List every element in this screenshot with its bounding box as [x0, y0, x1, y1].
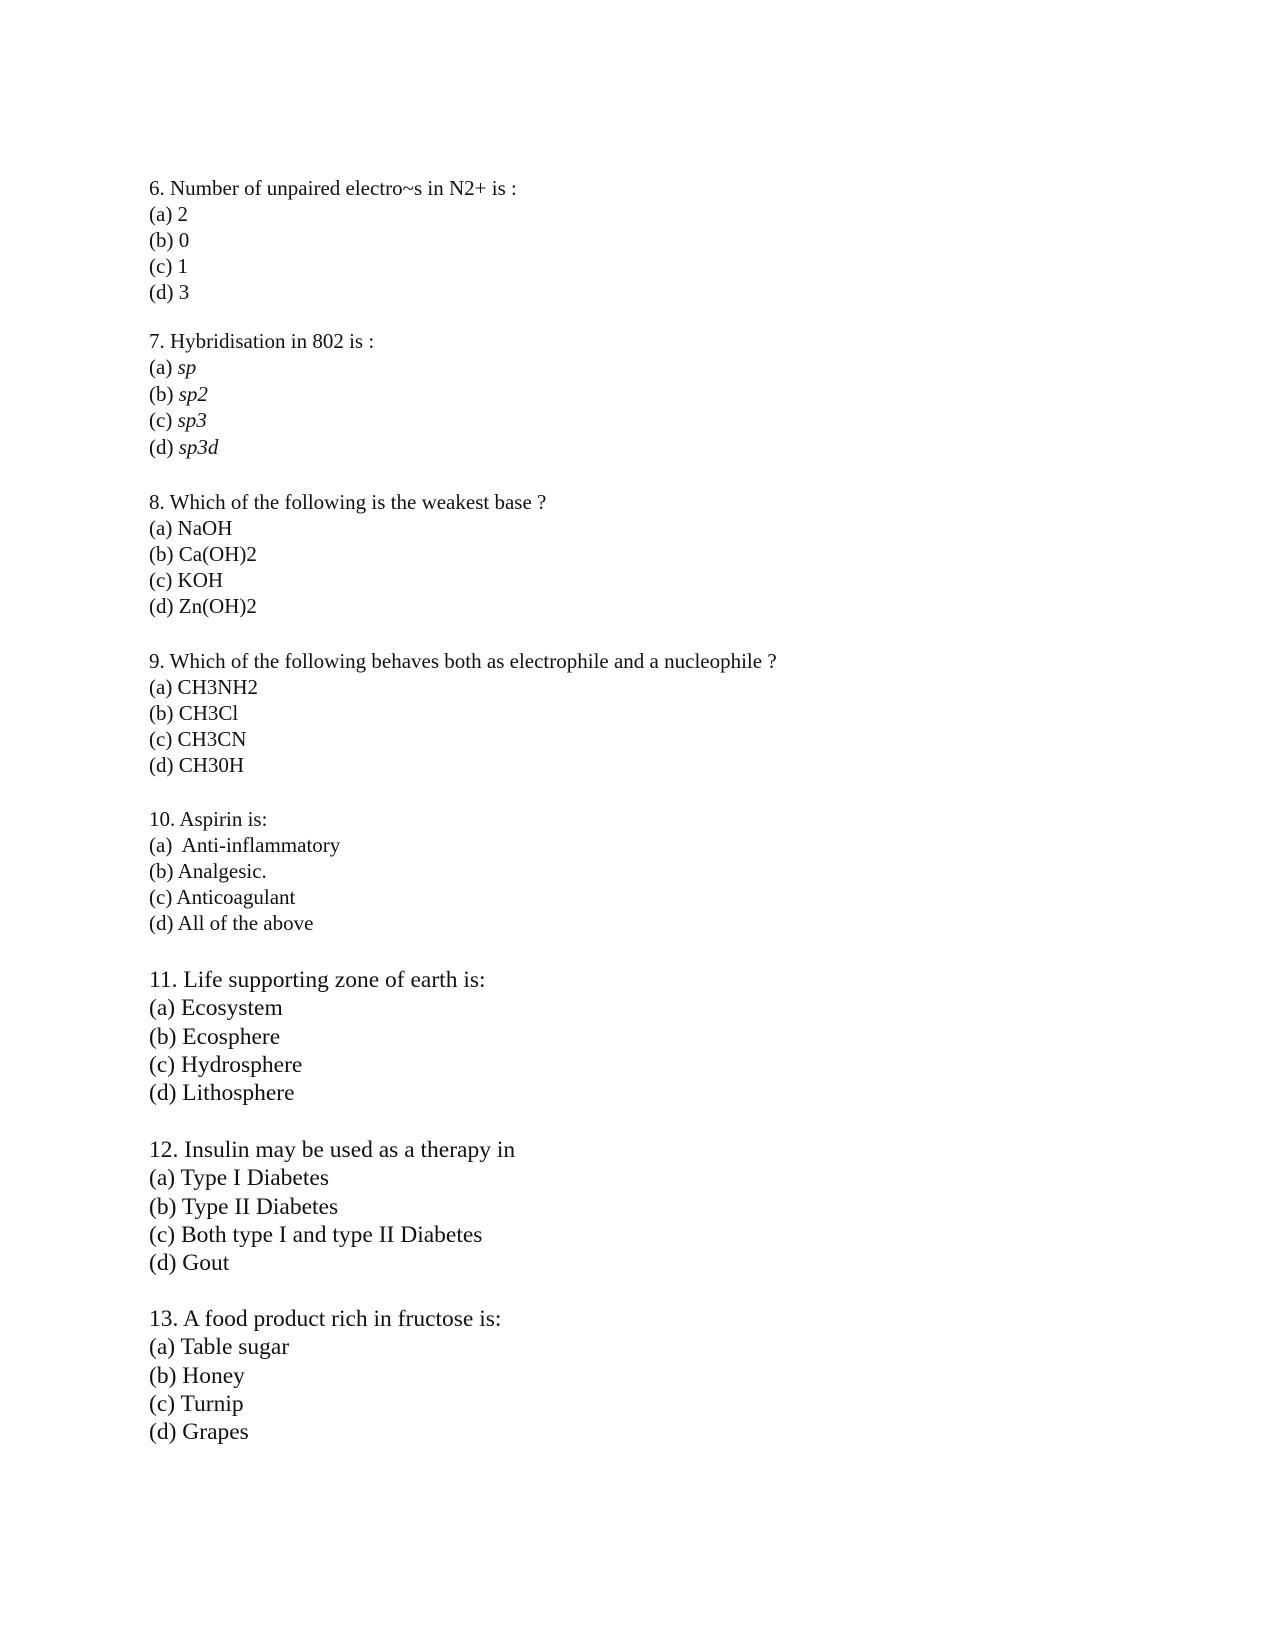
option-c: (c) KOH	[149, 568, 224, 592]
question-text: 11. Life supporting zone of earth is:	[149, 967, 486, 993]
option-c: (c) Hydrosphere	[149, 1051, 303, 1078]
option-b: (b) Honey	[149, 1362, 245, 1389]
question-6	[149, 175, 517, 305]
option-a: (a) Table sugar	[149, 1334, 290, 1361]
question-7	[149, 328, 374, 460]
option-b	[149, 381, 374, 408]
option-label: (d)	[149, 434, 179, 459]
option-c: (c) Both type I and type II Diabetes	[149, 1221, 483, 1248]
option-d: (d) Zn(OH)2	[149, 594, 257, 618]
option-c: (c) CH3CN	[149, 727, 247, 751]
option-d: (d) CH30H	[149, 753, 245, 777]
question-text: 10. Aspirin is:	[149, 807, 268, 831]
question-text: 8. Which of the following is the weakest base ?	[149, 490, 547, 514]
option-label: (c)	[149, 408, 178, 432]
option-a: (a) CH3NH2	[149, 675, 259, 699]
option-b: (b) 0	[149, 228, 190, 252]
option-c: (c) Anticoagulant	[149, 885, 296, 909]
option-c: (c) 1	[149, 254, 189, 278]
question-text: 9. Which of the following behaves both as electrophile and a nucleophile ?	[149, 649, 777, 673]
option-d: (d) 3	[149, 280, 190, 304]
option-a: (a) Type I Diabetes	[149, 1165, 329, 1192]
option-d: (d) Lithosphere	[149, 1080, 295, 1107]
option-a: (a) NaOH	[149, 516, 233, 540]
option-a: (a) Ecosystem	[149, 995, 283, 1022]
option-a: (a) 2	[149, 202, 189, 226]
option-a	[149, 354, 374, 381]
question-text: 13. A food product rich in fructose is:	[149, 1306, 502, 1332]
question-text: 12. Insulin may be used as a therapy in	[149, 1137, 516, 1163]
question-12	[149, 1136, 515, 1277]
option-c: (c) Turnip	[149, 1390, 244, 1417]
option-d: (d) Grapes	[149, 1419, 249, 1446]
question-9	[149, 648, 777, 778]
option-value: sp3d	[178, 434, 219, 459]
option-label: (b)	[149, 381, 179, 406]
option-d: (d) All of the above	[149, 911, 314, 935]
option-value: sp	[177, 355, 197, 379]
option-c	[149, 407, 374, 434]
question-13	[149, 1305, 501, 1446]
option-b: (b) Type II Diabetes	[149, 1193, 339, 1220]
question-11	[149, 966, 486, 1107]
question-text: 7. Hybridisation in 802 is :	[149, 329, 375, 353]
question-8	[149, 489, 546, 619]
option-value: sp3	[177, 408, 207, 432]
option-b: (b) Ecosphere	[149, 1023, 281, 1050]
option-b: (b) Ca(OH)2	[149, 542, 257, 566]
option-b: (b) Analgesic.	[149, 859, 267, 883]
option-d: (d) Gout	[149, 1250, 230, 1277]
option-b: (b) CH3Cl	[149, 701, 239, 725]
option-label: (a)	[149, 355, 178, 379]
question-text: 6. Number of unpaired electro~s in N2+ is :	[149, 176, 517, 200]
option-d	[149, 434, 374, 461]
option-a: (a) Anti-inflammatory	[149, 833, 341, 857]
option-value: sp2	[178, 381, 208, 406]
question-10	[149, 806, 340, 936]
